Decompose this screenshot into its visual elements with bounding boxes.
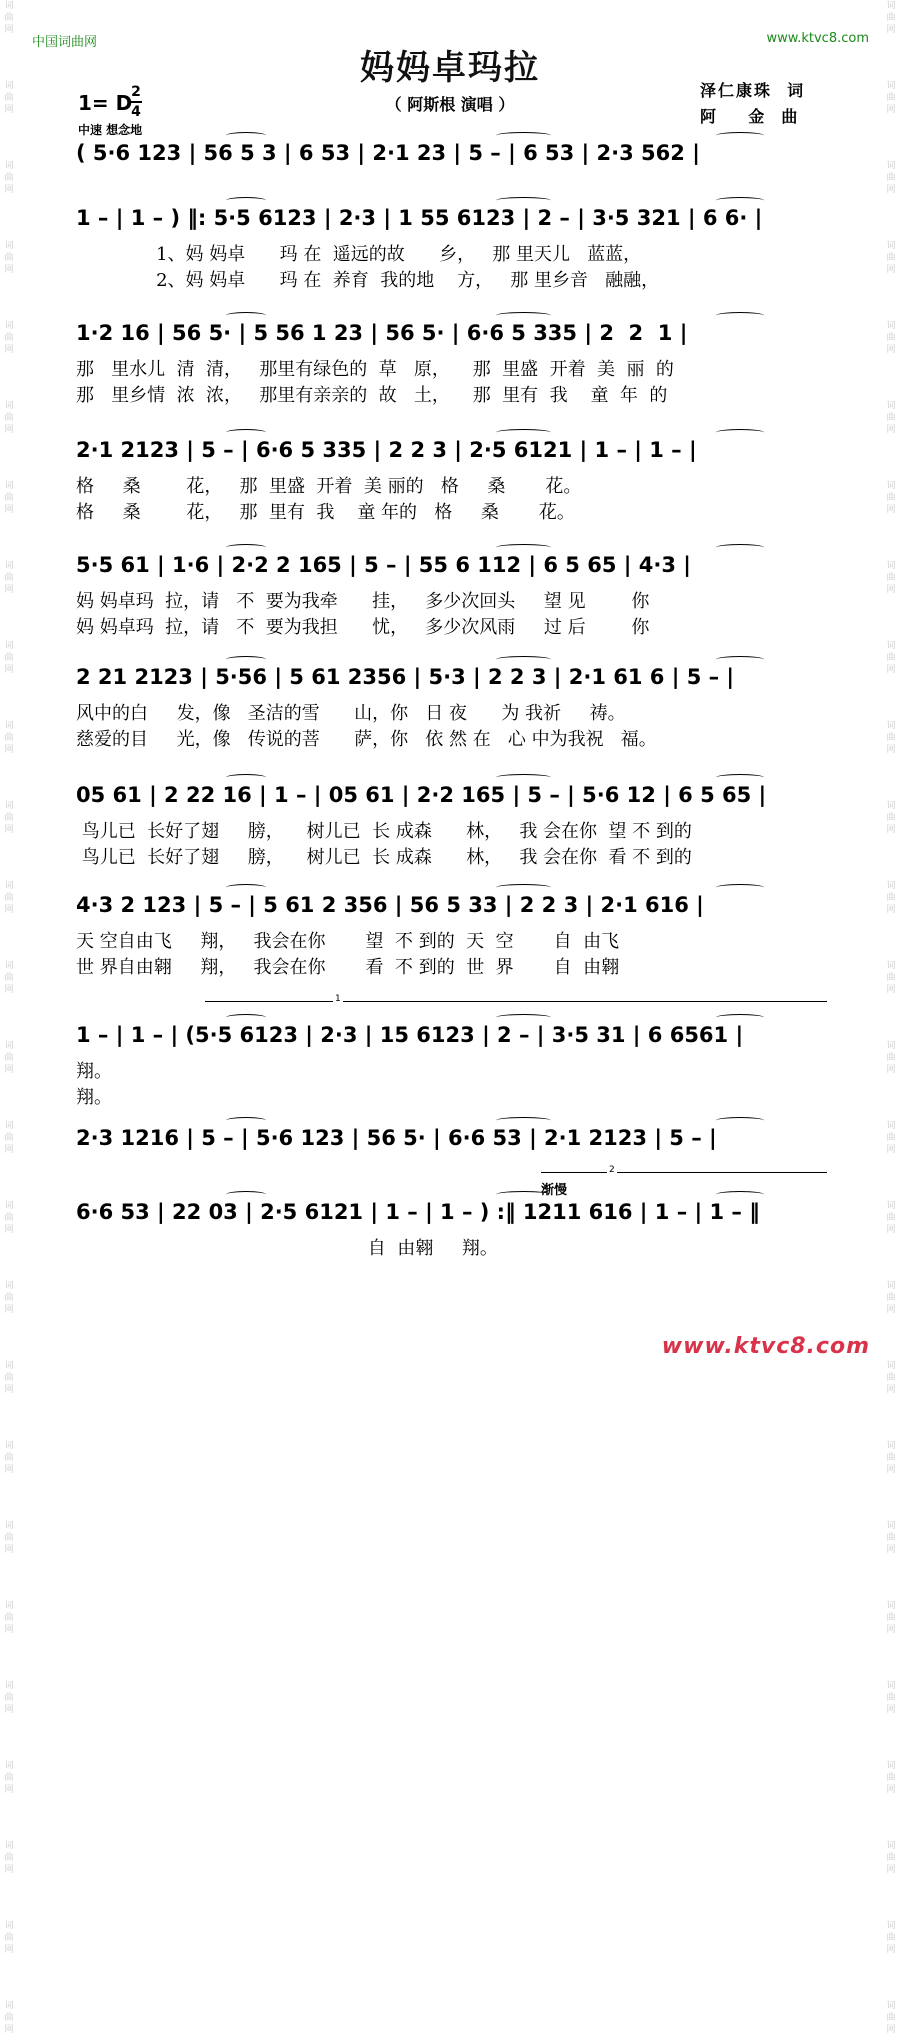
second-ending-bracket	[541, 1165, 827, 1183]
side-watermark-text: 词 曲 网	[4, 1921, 14, 1955]
slur-mark	[716, 1191, 764, 1198]
time-signature-top: 2	[131, 84, 141, 100]
side-watermark-text: 词 曲 网	[886, 561, 896, 595]
side-watermark-text: 词 曲 网	[4, 1441, 14, 1475]
second-ending-number: 2	[609, 1165, 615, 1175]
lyric-line: 妈 妈卓玛 拉，请 不 要为我担 忧， 多少次风雨 过 后 你	[76, 617, 650, 638]
lyric-line: 格 桑 花， 那 里盛 开着 美 丽的 格 桑 花。	[76, 476, 582, 497]
slur-mark	[716, 884, 764, 891]
slur-mark	[496, 1014, 551, 1021]
side-watermark-text: 词 曲 网	[4, 1841, 14, 1875]
slur-mark	[496, 774, 551, 781]
slur-mark	[716, 656, 764, 663]
performer-line: （ 阿斯根 演唱 ）	[385, 95, 515, 114]
slur-mark	[226, 774, 266, 781]
side-watermark-text: 词 曲 网	[4, 801, 14, 835]
slur-mark	[716, 1014, 764, 1021]
notation-line	[76, 1200, 836, 1230]
first-ending-bracket	[205, 994, 827, 1012]
notation-text: 4·3 2 123 | 5 – | 5 61 2 356 | 56 5 33 | 2 2 3 | 2·1 616 |	[76, 893, 704, 917]
time-signature-bottom: 4	[131, 104, 141, 120]
slur-mark	[496, 656, 551, 663]
side-watermark-text: 词 曲 网	[886, 1361, 896, 1395]
side-watermark-text: 词 曲 网	[4, 401, 14, 435]
slur-mark	[716, 197, 764, 204]
side-watermark-text: 词 曲 网	[4, 881, 14, 915]
notation-text: 2 21 2123 | 5·56 | 5 61 2356 | 5·3 | 2 2 3 | 2·1 61 6 | 5 – |	[76, 665, 735, 689]
side-watermark-text: 词 曲 网	[886, 1681, 896, 1715]
side-watermark-text: 词 曲 网	[4, 561, 14, 595]
site-name-left[interactable]: 中国词曲网	[32, 35, 98, 50]
side-watermark-text: 词 曲 网	[4, 161, 14, 195]
side-watermark-text: 词 曲 网	[4, 961, 14, 995]
side-watermark-text: 词 曲 网	[886, 1521, 896, 1555]
notation-text: 1 – | 1 – ) ‖: 5·5 6123 | 2·3 | 1 55 6123 | 2 – | 3·5 321 | 6 6· |	[76, 206, 763, 230]
side-watermark-text: 词 曲 网	[886, 961, 896, 995]
slur-mark	[716, 132, 764, 139]
notation-text: 1 – | 1 – | (5·5 6123 | 2·3 | 15 6123 | 2 – | 3·5 31 | 6 6561 |	[76, 1023, 744, 1047]
side-watermark-text: 词 曲 网	[886, 1841, 896, 1875]
side-watermark-text: 词 曲 网	[886, 81, 896, 115]
slur-mark	[496, 544, 551, 551]
lyricist-credit: 泽仁康珠 词	[700, 81, 806, 100]
lyric-line: 自 由翱 翔。	[76, 1238, 498, 1259]
lyric-line: 风中的白 发，像 圣洁的雪 山，你 日 夜 为 我祈 祷。	[76, 703, 626, 724]
composer-credit: 阿 金 曲	[700, 107, 800, 126]
side-watermark-text: 词 曲 网	[886, 241, 896, 275]
time-signature	[130, 84, 142, 120]
lyric-line: 鸟儿已 长好了翅 膀， 树儿已 长 成森 林， 我 会在你 望 不 到的	[76, 821, 692, 842]
song-title: 妈妈卓玛拉	[360, 48, 540, 88]
lyric-line: 翔。	[76, 1061, 112, 1082]
slur-mark	[226, 1117, 266, 1124]
lyric-line: 1、妈 妈卓 玛 在 遥远的故 乡， 那 里天儿 蓝蓝，	[76, 244, 642, 265]
lyric-line: 慈爱的目 光，像 传说的菩 萨，你 依 然 在 心 中为我祝 福。	[76, 729, 657, 750]
slur-mark	[226, 1014, 266, 1021]
side-watermark-text: 词 曲 网	[886, 321, 896, 355]
side-watermark-text: 词 曲 网	[886, 161, 896, 195]
notation-text: 6·6 53 | 22 03 | 2·5 6121 | 1 – | 1 – ) :‖ 1211 616 | 1 – | 1 – ‖	[76, 1200, 760, 1224]
notation-text: 5·5 61 | 1·6 | 2·2 2 165 | 5 – | 55 6 112 | 6 5 65 | 4·3 |	[76, 553, 691, 577]
notation-text: 2·1 2123 | 5 – | 6·6 5 335 | 2 2 3 | 2·5 6121 | 1 – | 1 – |	[76, 438, 697, 462]
slur-mark	[716, 544, 764, 551]
slur-mark	[716, 429, 764, 436]
notation-line	[76, 783, 836, 813]
notation-line	[76, 1023, 836, 1053]
notation-text: ( 5·6 123 | 56 5 3 | 6 53 | 2·1 23 | 5 – | 6 53 | 2·3 562 |	[76, 141, 700, 165]
key-signature: 1= D	[78, 91, 133, 115]
side-watermark-text: 词 曲 网	[4, 241, 14, 275]
slur-mark	[226, 197, 266, 204]
side-watermark-text: 词 曲 网	[886, 721, 896, 755]
site-url-right[interactable]: www.ktvc8.com	[766, 31, 869, 46]
side-watermark-text: 词 曲 网	[4, 1121, 14, 1155]
side-watermark-text: 词 曲 网	[4, 721, 14, 755]
side-watermark-text: 词 曲 网	[4, 81, 14, 115]
slur-mark	[716, 312, 764, 319]
side-watermark-text: 词 曲 网	[4, 1601, 14, 1635]
lyric-line: 鸟儿已 长好了翅 膀， 树儿已 长 成森 林， 我 会在你 看 不 到的	[76, 847, 692, 868]
side-watermark-text: 词 曲 网	[886, 881, 896, 915]
side-watermark-text: 词 曲 网	[886, 1441, 896, 1475]
side-watermark-text: 词 曲 网	[4, 1521, 14, 1555]
ritardando-marking: 渐慢	[541, 1183, 568, 1198]
side-watermark-text: 词 曲 网	[886, 1281, 896, 1315]
time-signature-bar	[130, 101, 142, 103]
slur-mark	[496, 884, 551, 891]
side-watermark-text: 词 曲 网	[886, 1121, 896, 1155]
notation-line	[76, 438, 836, 468]
notation-text: 05 61 | 2 22 16 | 1 – | 05 61 | 2·2 165 | 5 – | 5·6 12 | 6 5 65 |	[76, 783, 767, 807]
watermark-url[interactable]: www.ktvc8.com	[661, 1334, 870, 1359]
notation-line	[76, 553, 836, 583]
slur-mark	[496, 197, 551, 204]
side-watermark-text: 词 曲 网	[4, 1041, 14, 1075]
slur-mark	[496, 429, 551, 436]
slur-mark	[496, 1117, 551, 1124]
lyric-line: 格 桑 花， 那 里有 我 童 年的 格 桑 花。	[76, 502, 575, 523]
slur-mark	[496, 312, 551, 319]
notation-line	[76, 321, 836, 351]
side-watermark-text: 词 曲 网	[886, 481, 896, 515]
lyric-line: 世 界自由翱 翔， 我会在你 看 不 到的 世 界 自 由翱	[76, 957, 620, 978]
side-watermark-text: 词 曲 网	[4, 641, 14, 675]
side-watermark-text: 词 曲 网	[4, 1201, 14, 1235]
slur-mark	[226, 132, 266, 139]
notation-line	[76, 1126, 836, 1156]
side-watermark-text: 词 曲 网	[886, 641, 896, 675]
notation-text: 1·2 16 | 56 5· | 5 56 1 23 | 56 5· | 6·6 5 335 | 2 2 1 |	[76, 321, 688, 345]
side-watermark-text: 词 曲 网	[886, 401, 896, 435]
notation-line	[76, 206, 836, 236]
side-watermark-text: 词 曲 网	[4, 1, 14, 35]
lyric-line: 2、妈 妈卓 玛 在 养育 我的地 方， 那 里乡音 融融，	[76, 270, 660, 291]
notation-text: 2·3 1216 | 5 – | 5·6 123 | 56 5· | 6·6 53 | 2·1 2123 | 5 – |	[76, 1126, 717, 1150]
lyric-line: 翔。	[76, 1087, 112, 1108]
slur-mark	[226, 1191, 266, 1198]
side-watermark-text: 词 曲 网	[886, 1041, 896, 1075]
slur-mark	[716, 774, 764, 781]
side-watermark-text: 词 曲 网	[4, 1281, 14, 1315]
slur-mark	[496, 132, 551, 139]
slur-mark	[226, 429, 266, 436]
side-watermark-text: 词 曲 网	[4, 1361, 14, 1395]
side-watermark-text: 词 曲 网	[886, 1921, 896, 1955]
lyric-line: 妈 妈卓玛 拉，请 不 要为我牵 挂， 多少次回头 望 见 你	[76, 591, 650, 612]
side-watermark-text: 词 曲 网	[886, 1761, 896, 1795]
slur-mark	[226, 656, 266, 663]
slur-mark	[226, 544, 266, 551]
slur-mark	[226, 884, 266, 891]
side-watermark-text: 词 曲 网	[4, 481, 14, 515]
lyric-line: 那 里乡情 浓 浓， 那里有亲亲的 故 土， 那 里有 我 童 年 的	[76, 385, 668, 406]
lyric-line: 那 里水儿 清 清， 那里有绿色的 草 原， 那 里盛 开着 美 丽 的	[76, 359, 674, 380]
notation-line	[76, 893, 836, 923]
tempo-marking: 中速 想念地	[78, 123, 143, 137]
notation-line	[76, 141, 836, 171]
lyric-line: 天 空自由飞 翔， 我会在你 望 不 到的 天 空 自 由飞	[76, 931, 620, 952]
side-watermark-text: 词 曲 网	[886, 1601, 896, 1635]
first-ending-number: 1	[335, 994, 341, 1004]
side-watermark-text: 词 曲 网	[886, 1, 896, 35]
side-watermark-text: 词 曲 网	[886, 2001, 896, 2035]
slur-mark	[716, 1117, 764, 1124]
slur-mark	[226, 312, 266, 319]
side-watermark-right	[882, 0, 900, 2035]
side-watermark-left	[0, 0, 18, 2035]
side-watermark-text: 词 曲 网	[886, 1201, 896, 1235]
side-watermark-text: 词 曲 网	[4, 2001, 14, 2035]
side-watermark-text: 词 曲 网	[4, 321, 14, 355]
side-watermark-text: 词 曲 网	[4, 1761, 14, 1795]
side-watermark-text: 词 曲 网	[886, 801, 896, 835]
notation-line	[76, 665, 836, 695]
side-watermark-text: 词 曲 网	[4, 1681, 14, 1715]
